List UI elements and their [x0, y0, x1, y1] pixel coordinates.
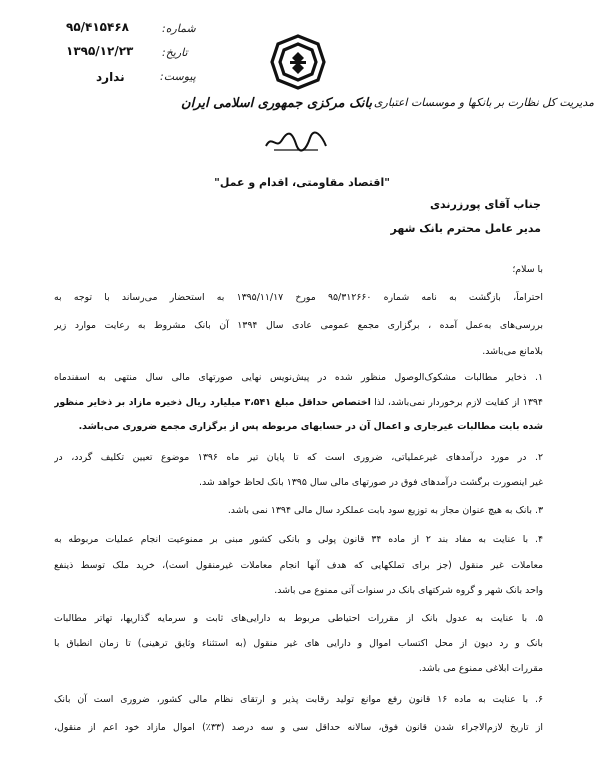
item-2-line: غیر اینصورت برگشت درآمدهای فوق در صورتهای مالی سال ۱۳۹۵ بانک لحاظ خواهد شد.	[199, 477, 543, 488]
attachment-value: ندارد	[96, 70, 125, 84]
item-4-line: ۴. با عنایت به مفاد بند ۲ از ماده ۳۴ قانون پولی و بانکی کشور مبنی بر ممنوعیت انجام عملیات مربوطه به	[54, 534, 543, 545]
item-4-line: معاملات غیر منقول (جز برای تملکهایی که هدف آنها انجام معاملات غیرمنقول است)، خرید ملک توسط ذینفع	[54, 560, 543, 571]
item-5-line: مقررات ابلاغی ممنوع می باشد.	[418, 663, 543, 674]
slogan: "اقتصاد مقاومتی، اقدام و عمل"	[214, 176, 390, 189]
attachment-label: پیوست:	[160, 70, 196, 83]
recipient-name: جناب آقای پورزرندی	[429, 198, 541, 211]
intro-line: بررسی‌های به‌عمل آمده ، برگزاری مجمع عمومی عادی سال ۱۳۹۴ آن بانک مشروط به رعایت موارد زیر	[54, 320, 543, 331]
item-1-line	[54, 420, 543, 434]
item-1-line: ۱. ذخایر مطالبات مشکوک‌الوصول منظور شده در پیش‌نویس نهایی صورتهای مالی سال منتهی به اسفندماه	[54, 372, 543, 383]
item-5-line: بانک و رد دیون از محل اکتساب اموال و دارایی های غیر منقول (به استثناء وثایق ترهینی) تا زمان انطباق با	[54, 638, 543, 649]
intro-line: احتراماً، بازگشت به نامه شماره ۹۵/۳۱۲۶۶۰ مورخ ۱۳۹۵/۱۱/۱۷ به استحضار می‌رساند با توجه به	[54, 292, 543, 303]
recipient-title: مدیر عامل محترم بانک شهر	[390, 222, 541, 235]
item-6-line: از تاریخ لازم‌الاجراء شدن قانون فوق، سالانه حداقل سی و سه درصد (۳۳٪) اموال مازاد خود اعم از منقول،	[54, 722, 543, 733]
item-5-line: ۵. با عنایت به عدول بانک از مقررات احتیاطی مربوط به دارایی‌های ثابت و سرمایه گذاریها، تهاتر مطالبات	[54, 613, 543, 624]
item-2-line: ۲. در مورد درآمدهای غیرعملیاتی، ضروری است که تا پایان تیر ماه ۱۳۹۶ موضوع تعیین تکلیف گردد، در	[54, 452, 543, 463]
item-1-line	[54, 396, 543, 410]
department-name: مدیریت کل نظارت بر بانکها و موسسات اعتباری	[373, 96, 594, 109]
item-1-emphasis: اختصاص حداقل مبلغ ۳،۵۴۱ میلیارد ریال ذخیره مازاد بر ذخایر منظور	[54, 397, 371, 408]
date-label: تاریخ:	[162, 46, 188, 59]
item-4-line: واحد بانک شهر و گروه شرکتهای بانک در سنوات آتی ممنوع می باشد.	[274, 585, 543, 596]
item-6-line: ۶. با عنایت به ماده ۱۶ قانون رفع موانع تولید رقابت پذیر و ارتقای نظام مالی کشور، ضروری است آن بانک	[54, 694, 543, 705]
greeting: با سلام؛	[512, 264, 543, 275]
item-1-emphasis: شده بابت مطالبات غیرجاری و اعمال آن در حسابهای مربوطه پس از برگزاری مجمع ضروری می‌باشد.	[78, 421, 543, 432]
date-value: ۱۳۹۵/۱۲/۲۳	[66, 44, 134, 58]
number-value: ۹۵/۴۱۵۴۶۸	[66, 20, 129, 34]
item-1-text: ۱۳۹۴ از کفایت لازم برخوردار نمی‌باشد، لذا	[374, 397, 543, 408]
signature-mark	[262, 128, 330, 154]
item-3-line: ۳. بانک به هیچ عنوان مجاز به توزیع سود بابت عملکرد سال مالی ۱۳۹۴ نمی باشد.	[227, 505, 543, 516]
number-label: شماره:	[162, 22, 196, 35]
intro-line: بلامانع می‌باشد.	[482, 346, 543, 357]
central-bank-logo	[268, 32, 328, 92]
bank-name: بانک مرکزی جمهوری اسلامی ایران	[181, 96, 372, 111]
